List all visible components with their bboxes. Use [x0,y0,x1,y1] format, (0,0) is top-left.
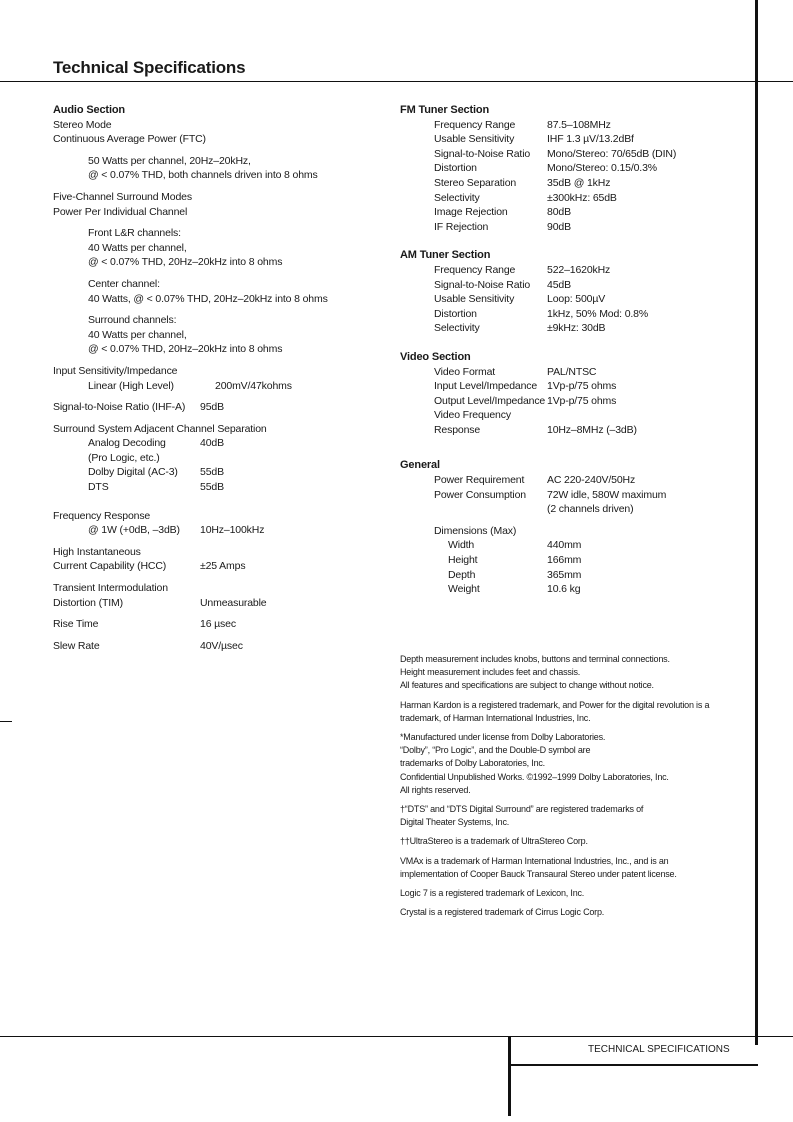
hcc-label-line-2: Current Capability (HCC) [53,560,167,573]
frequency-response-condition: @ 1W (+0dB, –3dB) [88,524,180,537]
spec-label: Selectivity [434,322,480,335]
spec-row [400,118,720,133]
video-format-label: Video Format [434,365,496,378]
spec-label: Signal-to-Noise Ratio [434,278,531,291]
spec-value: 90dB [547,220,571,233]
fm-section-heading: FM Tuner Section [400,104,490,116]
tim-value: Unmeasurable [200,596,267,609]
spec-row [400,205,720,220]
note-line: Confidential Unpublished Works. ©1992–1999 Dolby Laboratories, Inc. [400,771,669,782]
separation-heading: Surround System Adjacent Channel Separation [53,422,267,435]
spec-value: 1kHz, 50% Mod: 0.8% [547,307,649,320]
linear-label: Linear (High Level) [88,379,174,392]
front-channels-line-2: 40 Watts per channel, [88,241,187,254]
center-channel-line-2: 40 Watts, @ < 0.07% THD, 20Hz–20kHz into 8 ohms [88,292,328,305]
spec-label: IF Rejection [434,220,489,233]
linear-value: 200mV/47kohms [215,379,292,392]
surround-channels-line-3: @ < 0.07% THD, 20Hz–20kHz into 8 ohms [88,343,283,356]
input-sensitivity-label: Input Sensitivity/Impedance [53,364,178,377]
footer-section-label: TECHNICAL SPECIFICATIONS [588,1044,730,1055]
spec-value: ±300kHz: 65dB [547,191,617,204]
note-ultrastereo: ††UltraStereo is a trademark of UltraStereo Corp. [400,836,588,847]
snr-value: 95dB [200,401,224,414]
spec-value: 440mm [547,539,582,552]
tim-row [53,596,383,611]
audio-section [53,103,383,653]
note-measurements [400,653,730,693]
spec-row [400,278,720,293]
spec-row [400,568,720,583]
spec-label: Depth [448,568,476,581]
video-format-row [400,365,720,380]
spec-row [400,292,720,307]
footnotes [400,653,730,925]
analog-row [53,436,383,451]
dts-row [53,480,383,495]
note-dolby [400,731,730,797]
analog-label-line-2: (Pro Logic, etc.) [88,451,160,464]
per-channel-label: Power Per Individual Channel [53,205,188,218]
right-vertical-rule [755,0,758,1045]
analog-label: Analog Decoding [88,437,166,450]
spec-label: Frequency Range [434,118,516,131]
page-title: Technical Specifications [53,58,246,77]
front-channels-line-3: @ < 0.07% THD, 20Hz–20kHz into 8 ohms [88,256,283,269]
spec-row [400,220,720,235]
video-input-label: Input Level/Impedance [434,380,538,393]
spec-label: Signal-to-Noise Ratio [434,147,531,160]
spec-row [400,582,720,597]
note-logic7: Logic 7 is a registered trademark of Lexicon, Inc. [400,888,585,899]
hcc-row [53,559,383,574]
power-consumption-row [400,488,720,503]
spec-value: 80dB [547,206,571,219]
spec-value: Mono/Stereo: 0.15/0.3% [547,162,657,175]
spec-label: Distortion [434,162,477,175]
spec-row [400,132,720,147]
spec-row [400,321,720,336]
spec-label: Usable Sensitivity [434,293,515,306]
front-channels-line-1: Front L&R channels: [88,227,181,240]
fm-spec-list [400,118,720,235]
video-format-value: PAL/NTSC [547,365,597,378]
note-line: “Dolby”, “Pro Logic”, and the Double-D symbol are [400,745,591,756]
note-vmax [400,855,730,881]
spec-label: Distortion [434,307,477,320]
video-frequency-row [400,408,720,423]
note-crystal: Crystal is a registered trademark of Cirrus Logic Corp. [400,907,605,918]
dts-value: 55dB [200,481,224,494]
spec-label: Height [448,554,478,567]
spec-label: Width [448,539,475,552]
stereo-mode-label: Stereo Mode [53,118,112,131]
spec-label: Frequency Range [434,263,516,276]
dolby-row [53,465,383,480]
spec-row [400,147,720,162]
note-line: †“DTS” and “DTS Digital Surround” are registered trademarks of [400,804,644,815]
video-response-label: Response [434,423,481,436]
power-consumption-value: 72W idle, 580W maximum [547,488,667,501]
video-frequency-label: Video Frequency [434,409,511,422]
bottom-rule [0,1036,793,1037]
note-line: All rights reserved. [400,784,471,795]
spec-label: Selectivity [434,191,480,204]
video-response-value: 10Hz–8MHz (–3dB) [547,423,637,436]
spec-label: Usable Sensitivity [434,133,515,146]
tim-label-line-1: Transient Intermodulation [53,582,168,595]
surround-channels-line-1: Surround channels: [88,314,177,327]
dolby-value: 55dB [200,466,224,479]
spec-row [400,538,720,553]
am-spec-list [400,263,720,336]
tim-label-line-2: Distortion (TIM) [53,596,123,609]
right-column [400,103,720,597]
top-rule [0,81,793,82]
power-consumption-note: (2 channels driven) [547,503,634,516]
spec-row [400,176,720,191]
footer-vertical-rule [508,1036,511,1116]
spec-value: Loop: 500µV [547,293,606,306]
note-line: Height measurement includes feet and chassis. [400,667,581,678]
note-line: *Manufactured under license from Dolby Laboratories. [400,732,606,743]
video-output-value: 1Vp-p/75 ohms [547,394,617,407]
spec-value: 35dB @ 1kHz [547,176,611,189]
note-line: Depth measurement includes knobs, buttons and terminal connections. [400,654,670,664]
power-consumption-row-2 [400,502,720,517]
spec-value: 522–1620kHz [547,263,611,276]
surround-channels-line-2: 40 Watts per channel, [88,328,187,341]
spec-row [400,307,720,322]
spec-value: IHF 1.3 µV/13.2dBf [547,133,634,146]
note-harman-trademark [400,699,730,725]
video-response-row [400,423,720,438]
frequency-response-row [53,523,383,538]
stereo-power-line-2: @ < 0.07% THD, both channels driven into 8 ohms [88,169,318,182]
rise-time-row [53,617,383,632]
rise-time-label: Rise Time [53,618,99,631]
video-section-heading: Video Section [400,350,471,363]
stereo-power-line-1: 50 Watts per channel, 20Hz–20kHz, [88,154,251,167]
frequency-response-value: 10Hz–100kHz [200,524,265,537]
spec-row [400,191,720,206]
slew-rate-row [53,639,383,654]
left-margin-tick [0,721,12,722]
note-line: VMAx is a trademark of Harman International Industries, Inc., and is an [400,855,669,866]
rise-time-value: 16 µsec [200,618,236,631]
continuous-power-label: Continuous Average Power (FTC) [53,133,206,146]
linear-row [53,379,383,394]
dimensions-label: Dimensions (Max) [434,524,517,537]
spec-label: Stereo Separation [434,176,517,189]
hcc-value: ±25 Amps [200,560,246,573]
spec-value: ±9kHz: 30dB [547,322,606,335]
note-line: trademarks of Dolby Laboratories, Inc. [400,758,545,769]
center-channel-line-1: Center channel: [88,277,160,290]
footer-rule [508,1064,758,1066]
general-section-heading: General [400,459,440,472]
spec-row [400,553,720,568]
power-requirement-row [400,473,720,488]
spec-value: 166mm [547,554,582,567]
spec-label: Image Rejection [434,206,508,219]
note-dts [400,803,730,829]
spec-value: 45dB [547,278,571,291]
video-input-row [400,379,720,394]
note-line: trademark, of Harman International Industries, Inc. [400,712,591,723]
video-output-label: Output Level/Impedance [434,394,546,407]
power-requirement-label: Power Requirement [434,474,525,487]
note-line: All features and specifications are subject to change without notice. [400,680,654,691]
dts-label: DTS [88,481,109,494]
frequency-response-label: Frequency Response [53,509,151,522]
slew-rate-value: 40V/µsec [200,639,243,652]
snr-label: Signal-to-Noise Ratio (IHF-A) [53,401,186,414]
power-consumption-label: Power Consumption [434,488,526,501]
audio-section-heading: Audio Section [53,104,125,116]
note-line: Digital Theater Systems, Inc. [400,817,510,828]
spec-row [400,161,720,176]
five-channel-label: Five-Channel Surround Modes [53,190,192,203]
note-line: implementation of Cooper Bauck Transaural Stereo under patent license. [400,868,677,879]
video-input-value: 1Vp-p/75 ohms [547,380,617,393]
spec-value: Mono/Stereo: 70/65dB (DIN) [547,147,677,160]
hcc-label-line-1: High Instantaneous [53,545,141,558]
dolby-label: Dolby Digital (AC-3) [88,466,178,479]
snr-row [53,400,383,415]
spec-value: 87.5–108MHz [547,118,611,131]
video-output-row [400,394,720,409]
note-line: Harman Kardon is a registered trademark, and Power for the digital revolution is a [400,699,710,710]
analog-value: 40dB [200,437,224,450]
dimensions-list [400,538,720,596]
spec-row [400,263,720,278]
am-section-heading: AM Tuner Section [400,249,491,262]
spec-value: 365mm [547,568,582,581]
slew-rate-label: Slew Rate [53,639,100,652]
spec-label: Weight [448,583,480,596]
spec-value: 10.6 kg [547,583,581,596]
power-requirement-value: AC 220-240V/50Hz [547,474,636,487]
